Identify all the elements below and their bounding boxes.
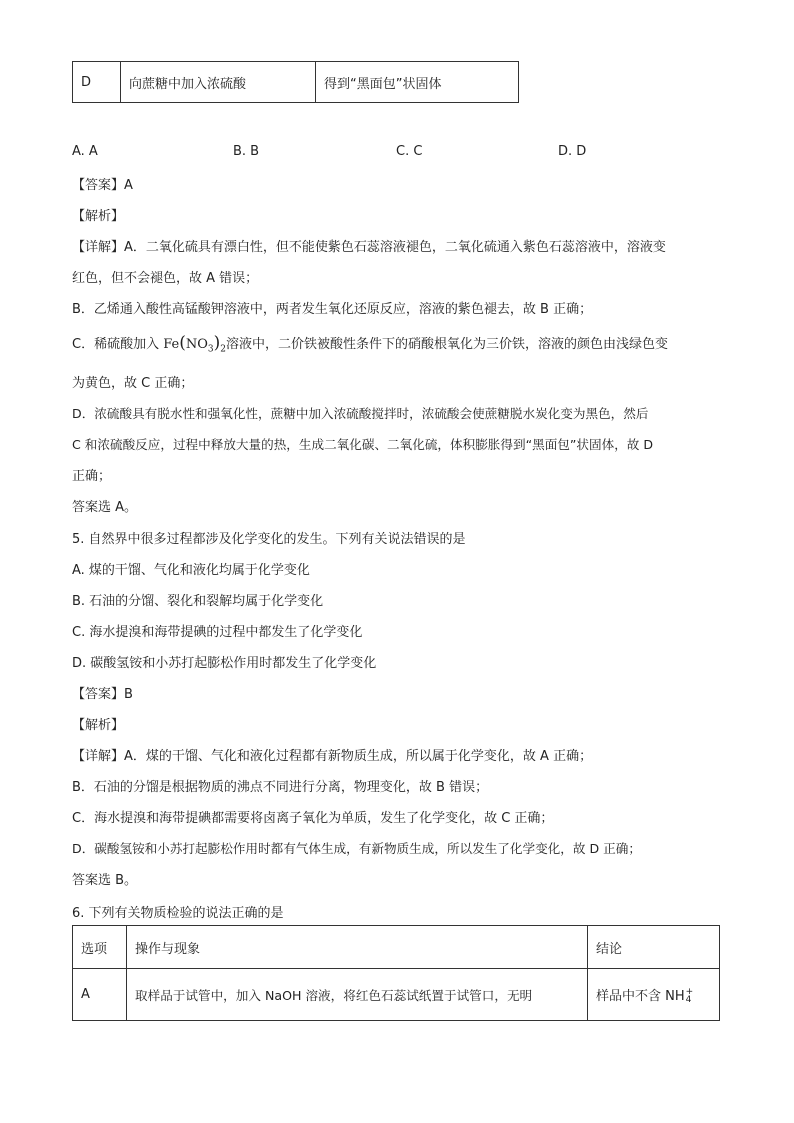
header-conclusion: 结论 bbox=[588, 926, 720, 969]
option-cell: D bbox=[73, 62, 121, 103]
explanation-text: A．煤的干馏、气化和液化过程都有新物质生成，所以属于化学变化，故 A 正确； bbox=[124, 749, 593, 764]
header-operation: 操作与现象 bbox=[127, 926, 588, 969]
q4-line-1 bbox=[72, 236, 666, 255]
q5-line-3: C．海水提溴和海带提碘都需要将卤离子氧化为单质，发生了化学变化，故 C 正确； bbox=[72, 811, 554, 826]
table-top bbox=[72, 61, 519, 103]
answer-value: A bbox=[124, 178, 133, 193]
q4-option-b: B. B bbox=[233, 144, 260, 159]
q5-analysis-tag: 【解析】 bbox=[72, 718, 125, 733]
q4-analysis-tag: 【解析】 bbox=[72, 209, 125, 224]
q5-option-a: A. 煤的干馏、气化和液化均属于化学变化 bbox=[72, 563, 310, 578]
answer-value: B bbox=[124, 687, 133, 702]
q5-option-d: D. 碳酸氢铵和小苏打起膨松作用时都发生了化学变化 bbox=[72, 656, 377, 671]
c-suffix: 溶液中，二价铁被酸性条件下的硝酸根氧化为三价铁，溶液的颜色由浅绿色变 bbox=[226, 337, 669, 352]
q4-line-5: 为黄色，故 C 正确； bbox=[72, 376, 194, 391]
q4-line-2: 红色，但不会褪色，故 A 错误； bbox=[72, 271, 259, 286]
q4-option-d: D. D bbox=[558, 144, 587, 159]
table-row bbox=[73, 62, 519, 103]
formula-fe-no3-2: $Fe(NO_3)_2$ bbox=[163, 333, 227, 355]
q4-line-7: C 和浓硫酸反应，过程中释放大量的热，生成二氧化碳、二氧化硫，体积膨胀得到“黑面包”状固体，故 D bbox=[72, 437, 654, 452]
q5-line-1 bbox=[72, 745, 592, 764]
q4-option-a: A. A bbox=[72, 144, 98, 159]
explanation-text: A．二氧化硫具有漂白性，但不能使紫色石蕊溶液褪色，二氧化硫通入紫色石蕊溶液中，溶液变 bbox=[124, 240, 666, 255]
detail-tag: 【详解】 bbox=[72, 749, 125, 764]
option-cell: A bbox=[73, 969, 127, 1021]
answer-tag: 【答案】 bbox=[72, 687, 125, 702]
operation-cell: 向蔗糖中加入浓硫酸 bbox=[121, 62, 316, 103]
q4-option-c: C. C bbox=[396, 144, 423, 159]
q5-line-2: B．石油的分馏是根据物质的沸点不同进行分离，物理变化，故 B 错误； bbox=[72, 780, 489, 795]
conclusion-cell: 样品中不含 NH + 4 bbox=[588, 969, 720, 1021]
table-header-row bbox=[73, 926, 720, 969]
q5-option-b: B. 石油的分馏、裂化和裂解均属于化学变化 bbox=[72, 594, 324, 609]
q5-option-c: C. 海水提溴和海带提碘的过程中都发生了化学变化 bbox=[72, 625, 363, 640]
header-option: 选项 bbox=[73, 926, 127, 969]
c-prefix: C．稀硫酸加入 bbox=[72, 337, 164, 352]
q5-line-4: D．碳酸氢铵和小苏打起膨松作用时都有气体生成，有新物质生成，所以发生了化学变化，故 D 正确； bbox=[72, 841, 641, 856]
q4-line-9: 答案选 A。 bbox=[72, 500, 138, 515]
operation-cell: 取样品于试管中，加入 NaOH 溶液，将红色石蕊试纸置于试管口，无明 bbox=[127, 969, 588, 1021]
table-row bbox=[73, 969, 720, 1021]
table-q6 bbox=[72, 925, 720, 1021]
q6-stem: 6. 下列有关物质检验的说法正确的是 bbox=[72, 906, 284, 921]
answer-tag: 【答案】 bbox=[72, 178, 125, 193]
q5-stem: 5. 自然界中很多过程都涉及化学变化的发生。下列有关说法错误的是 bbox=[72, 532, 466, 547]
q4-line-6: D．浓硫酸具有脱水性和强氧化性，蔗糖中加入浓硫酸搅拌时，浓硫酸会使蔗糖脱水炭化变为黑色，然后 bbox=[72, 406, 649, 421]
q4-line-8: 正确； bbox=[72, 469, 112, 484]
detail-tag: 【详解】 bbox=[72, 240, 125, 255]
q5-line-5: 答案选 B。 bbox=[72, 873, 138, 888]
q4-answer bbox=[72, 174, 133, 193]
q4-line-c bbox=[72, 333, 668, 355]
q4-line-3: B．乙烯通入酸性高锰酸钾溶液中，两者发生氧化还原反应，溶液的紫色褪去，故 B 正确； bbox=[72, 302, 593, 317]
q5-answer bbox=[72, 683, 133, 702]
result-cell: 得到“黑面包”状固体 bbox=[316, 62, 519, 103]
